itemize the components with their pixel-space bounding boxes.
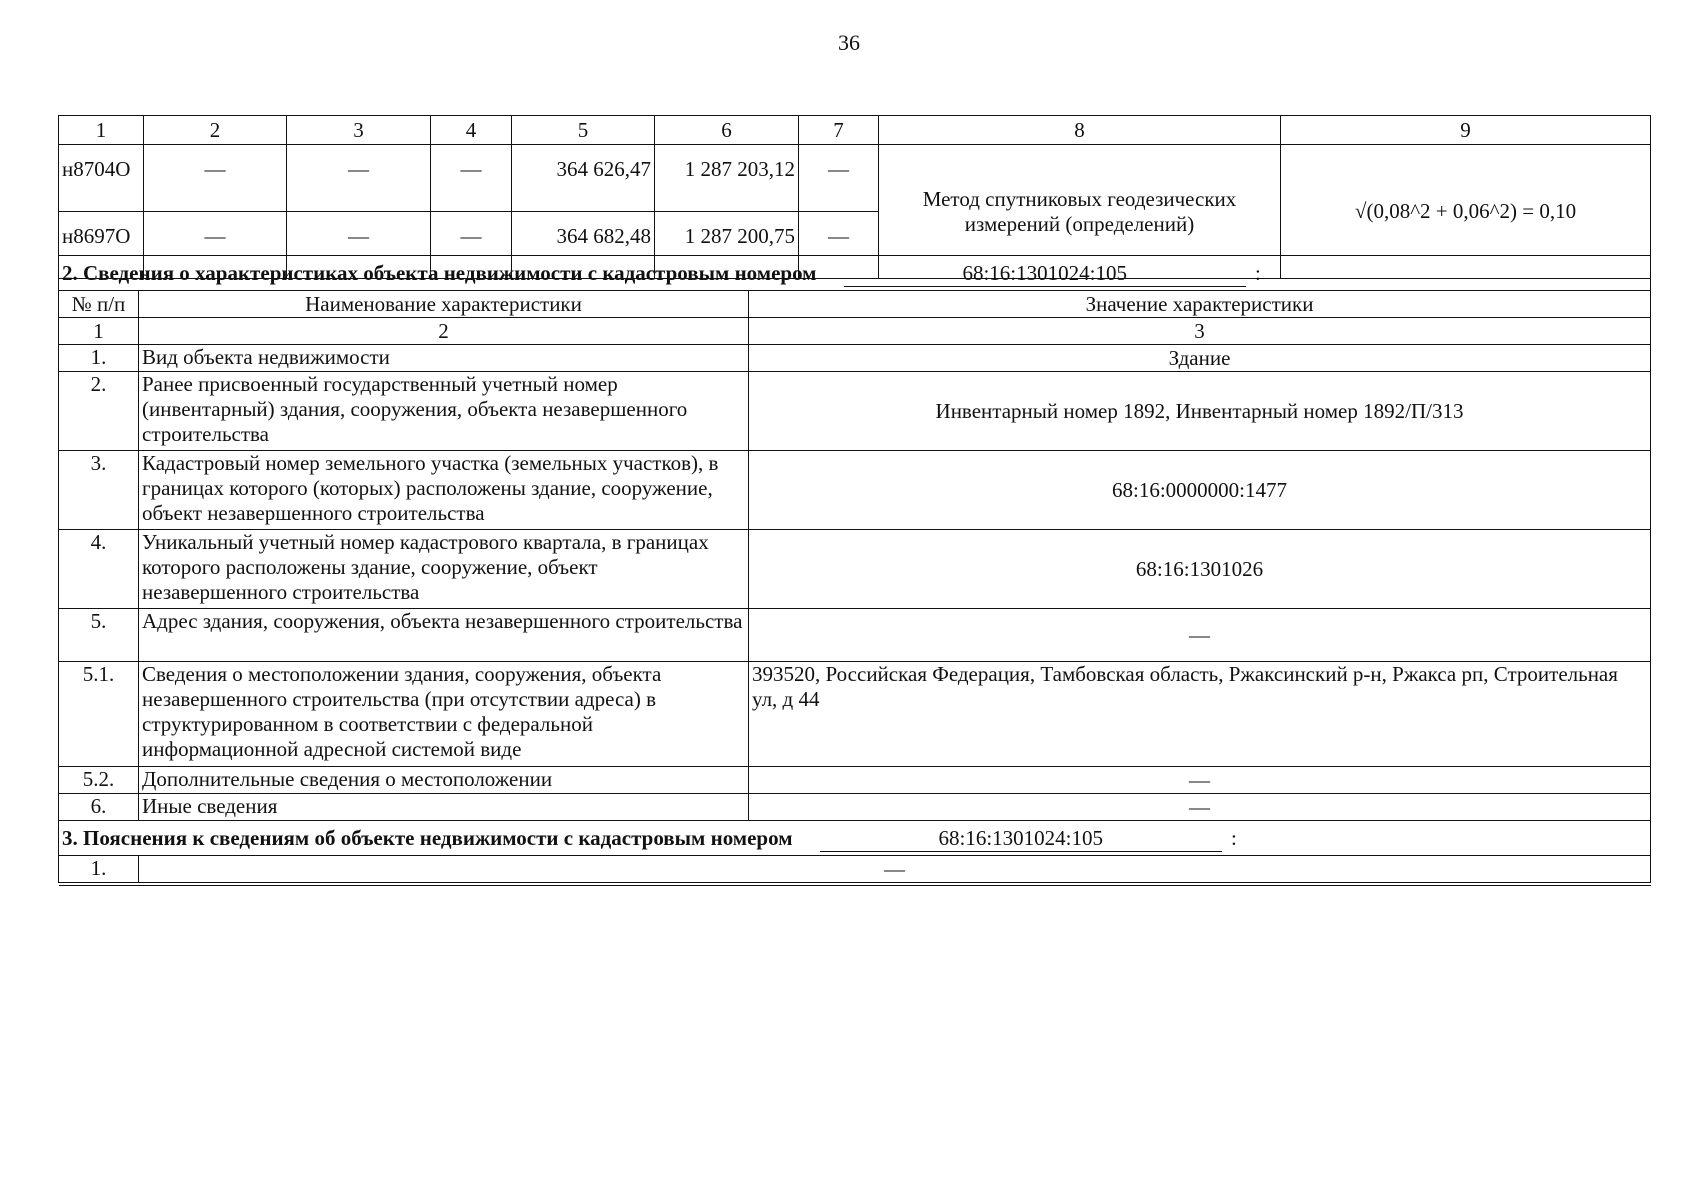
col-number: 1	[59, 318, 139, 345]
table-row	[59, 767, 1651, 794]
characteristic-value: 68:16:1301026	[749, 530, 1651, 609]
empty-cell: —	[144, 145, 287, 212]
empty-cell: —	[799, 145, 879, 212]
empty-cell: —	[287, 145, 431, 212]
empty-cell: —	[287, 212, 431, 279]
characteristic-value: —	[749, 767, 1651, 794]
precision-cell: √(0,08^2 + 0,06^2) = 0,10	[1281, 145, 1651, 279]
header-cell: 8	[879, 116, 1281, 145]
column-header-row	[59, 291, 1651, 318]
table-row	[59, 372, 1651, 451]
row-number: 6.	[59, 794, 139, 821]
header-cell: 4	[431, 116, 512, 145]
col-header-number: № п/п	[59, 291, 139, 318]
characteristic-value: Здание	[749, 345, 1651, 372]
empty-cell: —	[144, 212, 287, 279]
empty-cell: —	[431, 212, 512, 279]
point-name: н8697О	[59, 212, 144, 279]
header-cell: 3	[287, 116, 431, 145]
header-cell: 9	[1281, 116, 1651, 145]
table-row	[59, 794, 1651, 821]
section-3-header	[59, 821, 1651, 856]
table-row	[59, 662, 1651, 767]
characteristic-name: Вид объекта недвижимости	[139, 345, 749, 372]
row-number: 4.	[59, 530, 139, 609]
section-title: 3. Пояснения к сведениям об объекте недвижимости с кадастровым номером	[62, 825, 793, 850]
characteristic-value: Инвентарный номер 1892, Инвентарный номер 1892/П/313	[749, 372, 1651, 451]
header-cell: 5	[512, 116, 655, 145]
empty-cell: —	[799, 212, 879, 279]
colon: :	[1231, 825, 1237, 850]
characteristic-name: Дополнительные сведения о местоположении	[139, 767, 749, 794]
explanation-value: —	[139, 856, 1651, 883]
header-cell: 6	[655, 116, 799, 145]
header-cell: 1	[59, 116, 144, 145]
table-bottom-border	[59, 883, 1651, 886]
row-number: 5.	[59, 609, 139, 662]
row-number: 3.	[59, 451, 139, 530]
characteristic-value: —	[749, 794, 1651, 821]
section-2-header	[59, 256, 1651, 291]
section-title: 2. Сведения о характеристиках объекта недвижимости с кадастровым номером	[62, 260, 817, 285]
table-row	[59, 856, 1651, 883]
table-row	[59, 145, 1651, 212]
page-number: 36	[838, 30, 860, 55]
coordinate-y: 1 287 200,75	[655, 212, 799, 279]
method-cell: Метод спутниковых геодезических измерений (определений)	[879, 145, 1281, 279]
table-row	[59, 530, 1651, 609]
table-row	[59, 451, 1651, 530]
colon: :	[1254, 260, 1261, 285]
row-number: 1.	[59, 345, 139, 372]
characteristic-name: Адрес здания, сооружения, объекта незавершенного строительства	[139, 609, 749, 662]
table-row	[59, 345, 1651, 372]
characteristics-table	[58, 255, 1651, 886]
point-name: н8704О	[59, 145, 144, 212]
empty-cell: —	[431, 145, 512, 212]
characteristic-name: Сведения о местоположении здания, сооружения, объекта незавершенного строительства (при отсутствии адреса) в структурированном в соответствии с федеральной информационной адресной системой виде	[139, 662, 749, 767]
cadastral-number: 68:16:1301024:105	[820, 825, 1222, 852]
col-header-value: Значение характеристики	[749, 291, 1651, 318]
header-cell: 7	[799, 116, 879, 145]
row-number: 1.	[59, 856, 139, 883]
row-number: 5.1.	[59, 662, 139, 767]
characteristic-name: Ранее присвоенный государственный учетный номер (инвентарный) здания, сооружения, объекта незавершенного строительства	[139, 372, 749, 451]
coordinate-x: 364 682,48	[512, 212, 655, 279]
column-number-row	[59, 318, 1651, 345]
row-number: 5.2.	[59, 767, 139, 794]
header-cell: 2	[144, 116, 287, 145]
cadastral-number: 68:16:1301024:105	[844, 260, 1246, 287]
characteristic-value: —	[749, 609, 1651, 662]
table-row	[59, 609, 1651, 662]
col-header-name: Наименование характеристики	[139, 291, 749, 318]
characteristic-value: 68:16:0000000:1477	[749, 451, 1651, 530]
row-number: 2.	[59, 372, 139, 451]
characteristic-value: 393520, Российская Федерация, Тамбовская область, Ржаксинский р-н, Ржакса рп, Строительная ул, д 44	[749, 662, 1651, 767]
coordinate-x: 364 626,47	[512, 145, 655, 212]
coordinates-header-row	[59, 116, 1651, 145]
characteristic-name: Уникальный учетный номер кадастрового квартала, в границах которого расположены здание, сооружение, объект незавершенного строительства	[139, 530, 749, 609]
coordinate-y: 1 287 203,12	[655, 145, 799, 212]
characteristic-name: Кадастровый номер земельного участка (земельных участков), в границах которого (которых) расположены здание, сооружение, объект незавершенного строительства	[139, 451, 749, 530]
characteristic-name: Иные сведения	[139, 794, 749, 821]
col-number: 2	[139, 318, 749, 345]
col-number: 3	[749, 318, 1651, 345]
